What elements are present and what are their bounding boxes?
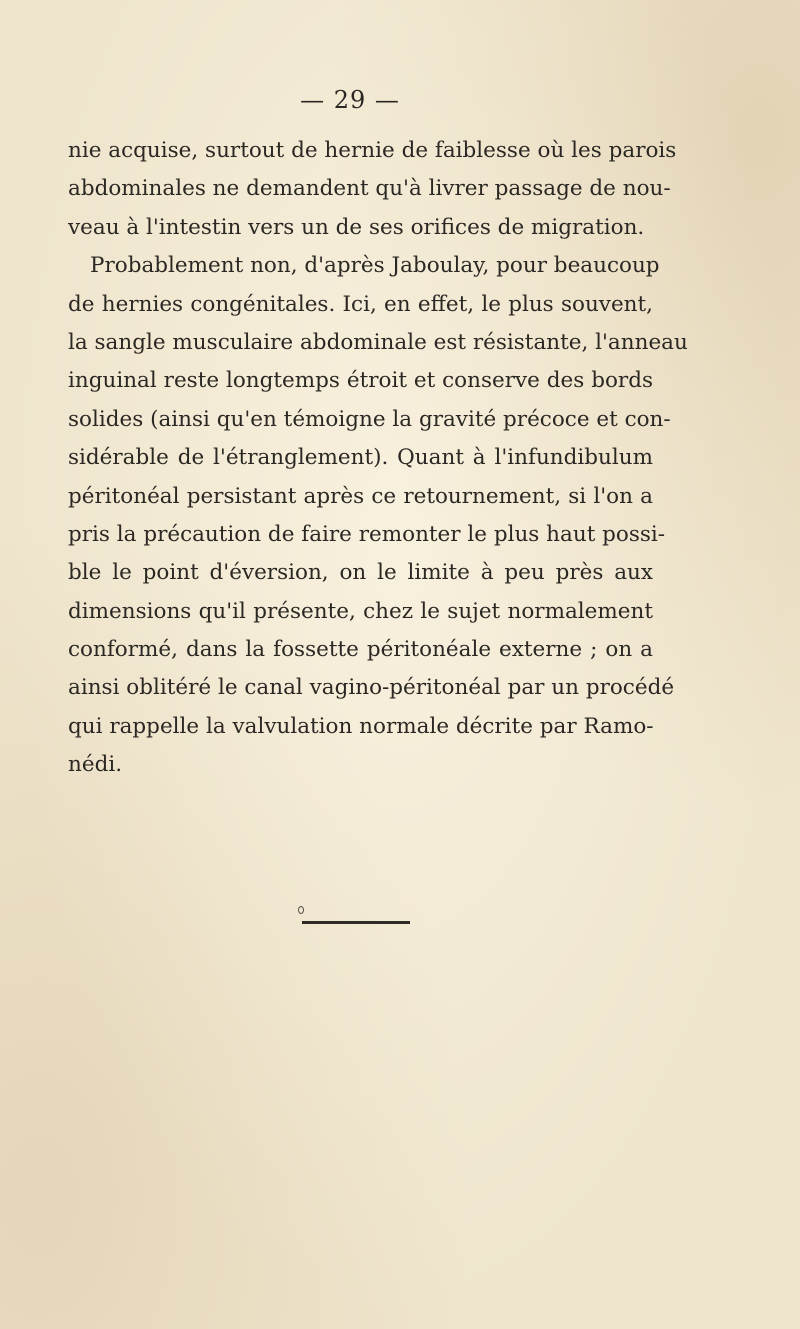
text-line: veau à l'intestin vers un de ses orifices de migration. [68,214,645,240]
section-divider [302,921,410,924]
text-line: solides (ainsi qu'en témoigne la gravité précoce et con- [68,406,671,432]
text-line: de hernies congénitales. Ici, en effet, le plus souvent, [68,291,653,317]
body-text [68,132,688,785]
text-line: Probablement non, d'après Jaboulay, pour beaucoup [90,253,660,279]
text-line: dimensions qu'il présente, chez le sujet normalement [68,598,653,624]
text-line: nédi. [68,752,123,778]
text-line: abdominales ne demandent qu'à livrer passage de nou- [68,176,671,202]
text-line: ainsi oblitéré le canal vagino-péritonéal par un procédé [68,675,675,701]
text-line: qui rappelle la valvulation normale décrite par Ramo- [68,713,654,739]
text-line: sidérable de l'étranglement). Quant à l'infundibulum [68,445,653,471]
text-line: ble le point d'éversion, on le limite à peu près aux [68,560,653,586]
text-line: inguinal reste longtemps étroit et conserve des bords [68,368,653,394]
text-line: conformé, dans la fossette péritonéale externe ; on a [68,637,653,663]
page-number: — 29 — [300,86,400,114]
text-line: nie acquise, surtout de hernie de faiblesse où les parois [68,138,677,163]
text-line: pris la précaution de faire remonter le plus haut possi- [68,521,666,547]
text-line: la sangle musculaire abdominale est résistante, l'anneau [68,329,688,355]
text-line: péritonéal persistant après ce retournement, si l'on a [68,483,653,509]
ink-mark [298,906,304,914]
